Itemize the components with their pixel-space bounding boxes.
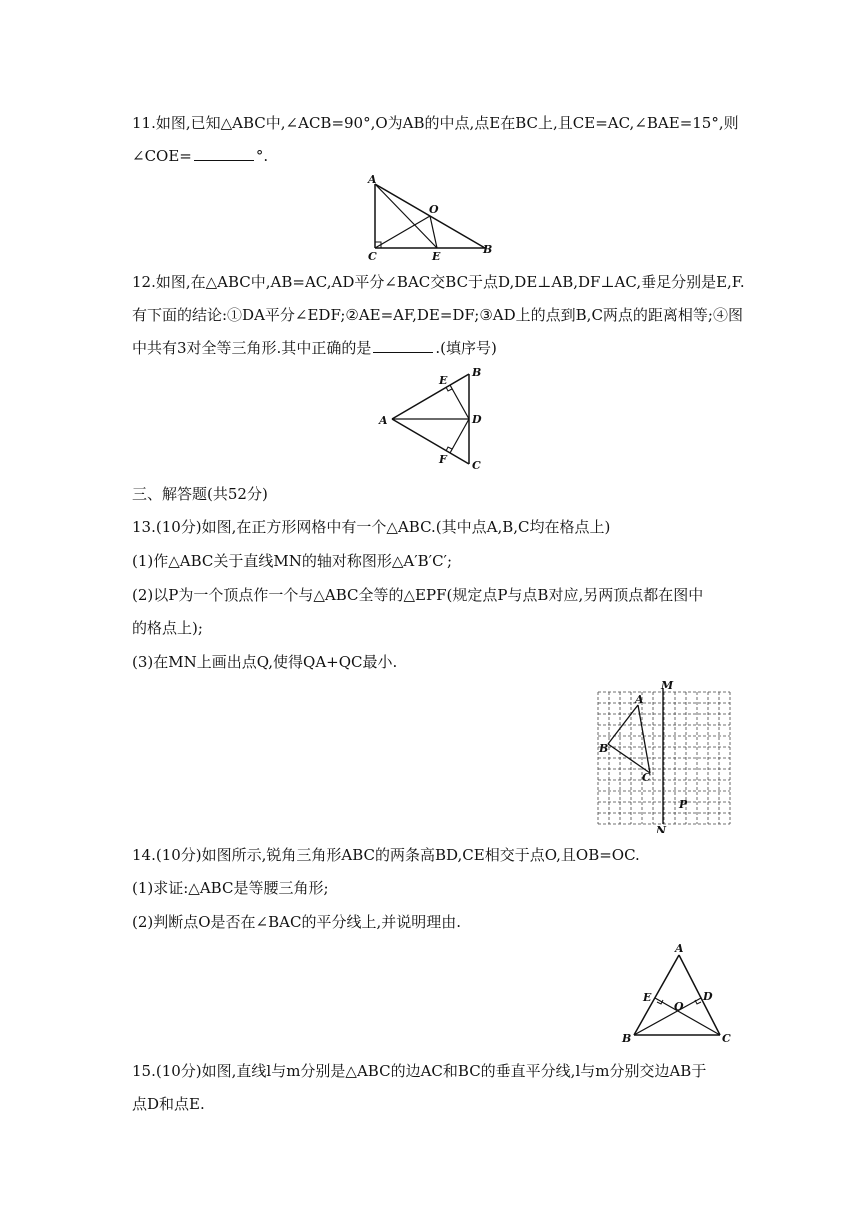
q13-text-line3: (2)以P为一个顶点作一个与△ABC全等的△EPF(规定点P与点B对应,另两顶点都在图中 xyxy=(132,586,704,604)
q14-text-line2: (1)求证:△ABC是等腰三角形; xyxy=(132,879,329,897)
q12-line3-suffix: .(填序号) xyxy=(435,339,497,357)
q11-text-line1: 11.如图,已知△ABC中,∠ACB=90°,O为AB的中点,点E在BC上,且CE=AC,∠BAE=15°,则 xyxy=(132,114,739,132)
q14-figure xyxy=(617,938,747,1048)
q12-label-f: F xyxy=(439,453,447,466)
q14-text-line3: (2)判断点O是否在∠BAC的平分线上,并说明理由. xyxy=(132,913,461,931)
q13-label-c: C xyxy=(642,771,651,784)
q12-label-a: A xyxy=(379,414,388,427)
q11-answer-blank xyxy=(194,146,254,161)
q11-line2-prefix: ∠COE= xyxy=(132,147,192,165)
q13-text-line5: (3)在MN上画出点Q,使得QA+QC最小. xyxy=(132,653,398,671)
section-3-heading: 三、解答题(共52分) xyxy=(132,485,268,503)
q14-label-c: C xyxy=(722,1032,731,1045)
q14-label-o: O xyxy=(674,1000,684,1013)
q12-label-b: B xyxy=(472,366,482,379)
q15-text-line1: 15.(10分)如图,直线l与m分别是△ABC的边AC和BC的垂直平分线,l与m分别交边AB于 xyxy=(132,1062,707,1080)
q14-label-a: A xyxy=(675,942,684,955)
q12-line3-prefix: 中共有3对全等三角形.其中正确的是 xyxy=(132,339,372,357)
q13-label-n: N xyxy=(656,824,667,833)
q15-text-line2: 点D和点E. xyxy=(132,1095,205,1113)
q11-label-a: A xyxy=(368,173,377,186)
q11-label-o: O xyxy=(429,203,439,216)
q12-label-e: E xyxy=(439,374,448,387)
q13-text-line4: 的格点上); xyxy=(132,619,203,637)
q11-figure xyxy=(360,172,500,264)
q13-label-m: M xyxy=(661,679,674,692)
q12-text-line2: 有下面的结论:①DA平分∠EDF;②AE=AF,DE=DF;③AD上的点到B,C两点的距离相等;④图 xyxy=(132,306,743,324)
q12-label-d: D xyxy=(472,413,482,426)
q12-figure xyxy=(375,363,495,475)
q13-grid-figure xyxy=(590,678,735,833)
q13-text-line1: 13.(10分)如图,在正方形网格中有一个△ABC.(其中点A,B,C均在格点上) xyxy=(132,518,611,536)
q11-label-b: B xyxy=(483,243,493,256)
q12-text-line3 xyxy=(132,338,497,358)
q11-line2-suffix: °. xyxy=(255,147,269,165)
q12-answer-blank xyxy=(373,338,433,353)
q12-text-line1: 12.如图,在△ABC中,AB=AC,AD平分∠BAC交BC于点D,DE⊥AB,DF⊥AC,垂足分别是E,F. xyxy=(132,273,745,291)
q14-label-d: D xyxy=(703,990,713,1003)
q14-text-line1: 14.(10分)如图所示,锐角三角形ABC的两条高BD,CE相交于点O,且OB=OC. xyxy=(132,846,640,864)
q12-label-c: C xyxy=(472,459,481,472)
q11-text-line2 xyxy=(132,146,268,166)
q14-label-b: B xyxy=(622,1032,632,1045)
q13-text-line2: (1)作△ABC关于直线MN的轴对称图形△A′B′C′; xyxy=(132,552,453,570)
q13-label-p: P xyxy=(679,798,688,811)
q13-label-b: B xyxy=(599,742,609,755)
q13-label-a: A xyxy=(635,693,644,706)
q11-label-c: C xyxy=(368,250,377,263)
q14-label-e: E xyxy=(643,991,652,1004)
q11-label-e: E xyxy=(432,250,441,263)
